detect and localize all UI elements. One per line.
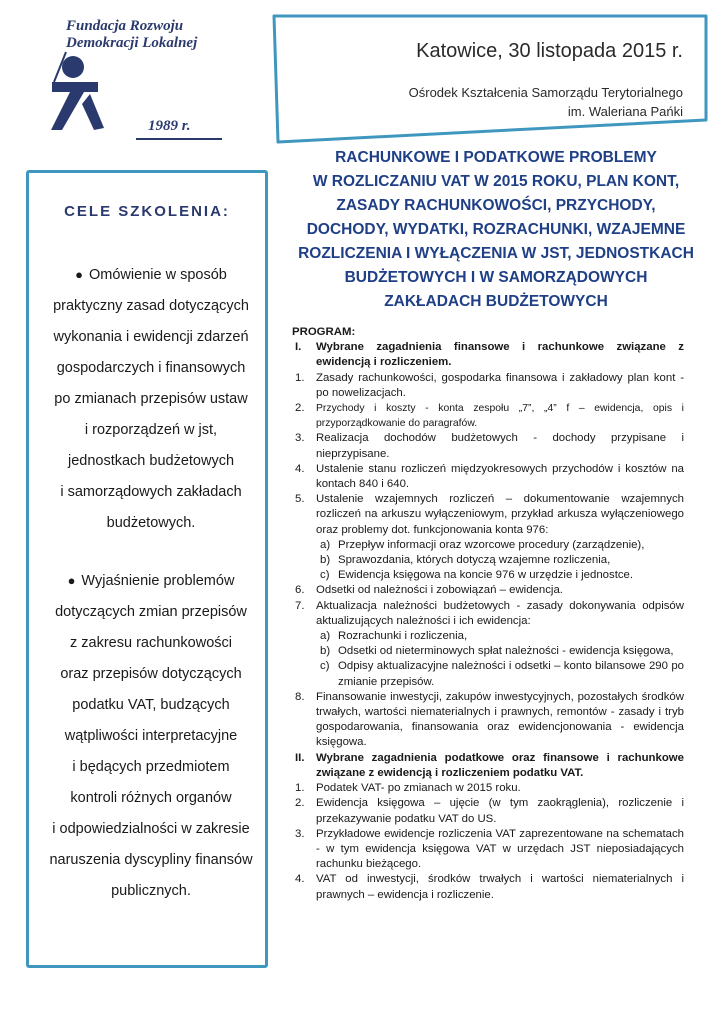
goal-line: i odpowiedzialności w zakresie: [52, 821, 250, 837]
program-subitem: a) Przepływ informacji oraz wzorcowe procedury (zarządzenie),: [320, 538, 645, 551]
foundation-logo-icon: [44, 48, 140, 138]
city-date: Katowice, 30 listopada 2015 r.: [416, 40, 683, 62]
title-line: ROZLICZENIA I WYŁĄCZENIA W JST, JEDNOSTKACH: [298, 245, 694, 262]
training-goals-title: CELE SZKOLENIA:: [64, 203, 230, 220]
goal-line: praktyczny zasad dotyczących: [53, 298, 249, 314]
program-subitem: a) Rozrachunki i rozliczenia,: [320, 630, 468, 643]
program-part-1: I. Wybrane zagadnienia finansowe i rachunkowe związane z ewidencją i rozliczeniem.: [295, 341, 684, 369]
program-item: 2. Ewidencja księgowa – ujęcie (w tym zaokrąglenia), rozliczenie i przekazywanie podatku VAT do US.: [295, 797, 684, 825]
program-subitem: c) Odpisy aktualizacyjne należności i odsetki – konto bilansowe 290 po zmianie przepisów.: [320, 660, 684, 688]
goal-line: budżetowych.: [106, 515, 196, 531]
program-item: 1. Podatek VAT- po zmianach w 2015 roku.: [295, 782, 521, 795]
goal-line: i będących przedmiotem: [72, 759, 230, 775]
program-heading: PROGRAM:: [292, 326, 356, 338]
program-item: 7. Aktualizacja należności budżetowych - zasady dokonywania odpisów aktualizujących należności i ich ewidencja:: [295, 599, 684, 627]
program-item: 5. Ustalenie wzajemnych rozliczeń – dokumentowanie wzajemnych rozliczeń na arkuszu wyłączeniowym, przykład arkusza wyłączeniowego oraz problemy dot. funkcjonowania konta 976:: [295, 493, 684, 536]
title-line: BUDŻETOWYCH I W SAMORZĄDOWYCH: [344, 269, 648, 286]
program-part-2: II. Wybrane zagadnienia podatkowe oraz finansowe i rachunkowe związane z ewidencją i rozliczeniem podatku VAT.: [295, 751, 684, 779]
header-frame: [270, 10, 710, 150]
program-item: 2. Przychody i koszty - konta zespołu „7”, „4” f – ewidencja, opis i przyporządkowanie do paragrafów.: [295, 402, 684, 430]
program-section: [292, 325, 684, 903]
title-line: ZAKŁADACH BUDŻETOWYCH: [384, 293, 608, 310]
goal-line: podatku VAT, budzących: [72, 697, 230, 713]
program-subitem: c) Ewidencja księgowa na koncie 976 w urzędzie i jednostce.: [320, 569, 634, 582]
goal-line: naruszenia dyscypliny finansów: [49, 852, 253, 868]
organizer-patron: im. Waleriana Pańki: [567, 104, 683, 119]
title-line: DOCHODY, WYDATKI, ROZRACHUNKI, WZAJEMNE: [306, 221, 686, 238]
program-subitem: b) Sprawozdania, których dotyczą wzajemne rozliczenia,: [320, 554, 611, 567]
program-item: 3. Realizacja dochodów budżetowych - dochody przypisane i nieprzypisane.: [295, 432, 684, 460]
logo-year: 1989 r.: [148, 118, 191, 134]
training-goals-box: [26, 170, 268, 968]
goal-line: ● Omówienie w sposób: [75, 267, 227, 283]
program-item: 6. Odsetki od należności i zobowiązań – ewidencja.: [295, 584, 563, 597]
logo-underline: [136, 138, 222, 140]
logo-org-name-line1: Fundacja Rozwoju: [66, 18, 184, 34]
goal-line: kontroli różnych organów: [70, 790, 232, 806]
goal-line: wykonania i ewidencji zdarzeń: [53, 329, 249, 345]
program-subitem: b) Odsetki od nieterminowych spłat należności - ewidencja księgowa,: [320, 645, 674, 658]
program-item: 4. Ustalenie stanu rozliczeń międzyokresowych przychodów i kosztów na kontach 840 i 640.: [295, 462, 684, 491]
program-item: 8. Finansowanie inwestycji, zakupów inwestycyjnych, pozostałych środków trwałych, wartości niematerialnych i prawnych, remontów - zasady i tryb gospodarowania, finansowania oraz ewidencjonowania - ewidencja księgowa.: [295, 690, 684, 749]
goal-line: gospodarczych i finansowych: [56, 360, 246, 376]
goal-line: wątpliwości interpretacyjne: [64, 728, 238, 744]
title-line: W ROZLICZANIU VAT W 2015 ROKU, PLAN KONT,: [312, 173, 680, 190]
bullet-icon: ●: [75, 267, 84, 282]
logo-org-name: [66, 18, 286, 52]
title-line: ZASADY RACHUNKOWOŚCI, PRZYCHODY,: [336, 197, 656, 214]
program-item: 1. Zasady rachunkowości, gospodarka finansowa i zakładowy plan kont - po nowelizacjach.: [295, 371, 684, 399]
goal-line: dotyczących zmian przepisów: [55, 604, 247, 620]
bullet-icon: ●: [67, 573, 76, 588]
program-item: 3. Przykładowe ewidencje rozliczenia VAT zaprezentowane na schematach - w tym ewidencja księgowa VAT w urzędach JST nieposiadających rachunku bieżącego.: [295, 827, 684, 871]
goal-line: publicznych.: [111, 883, 191, 899]
program-item: 4. VAT od inwestycji, środków trwałych i wartości niematerialnych i prawnych – ewidencja i rozliczenie.: [295, 873, 684, 901]
goal-line: i samorządowych zakładach: [60, 484, 242, 500]
organizer-name: Ośrodek Kształcenia Samorządu Terytorialnego: [408, 85, 683, 100]
goal-line: z zakresu rachunkowości: [70, 635, 232, 651]
goal-line: oraz przepisów dotyczących: [60, 666, 242, 682]
training-title: [283, 146, 709, 314]
goal-line: po zmianach przepisów ustaw: [54, 391, 248, 407]
title-line: RACHUNKOWE I PODATKOWE PROBLEMY: [335, 149, 657, 166]
goal-line: i rozporządzeń w jst,: [84, 422, 218, 438]
goal-item-2: [43, 565, 259, 907]
goal-line: ● Wyjaśnienie problemów: [67, 573, 235, 589]
goal-line: jednostkach budżetowych: [67, 453, 235, 469]
logo-org-name-line2: Demokracji Lokalnej: [66, 35, 198, 51]
goal-item-1: [43, 259, 259, 539]
